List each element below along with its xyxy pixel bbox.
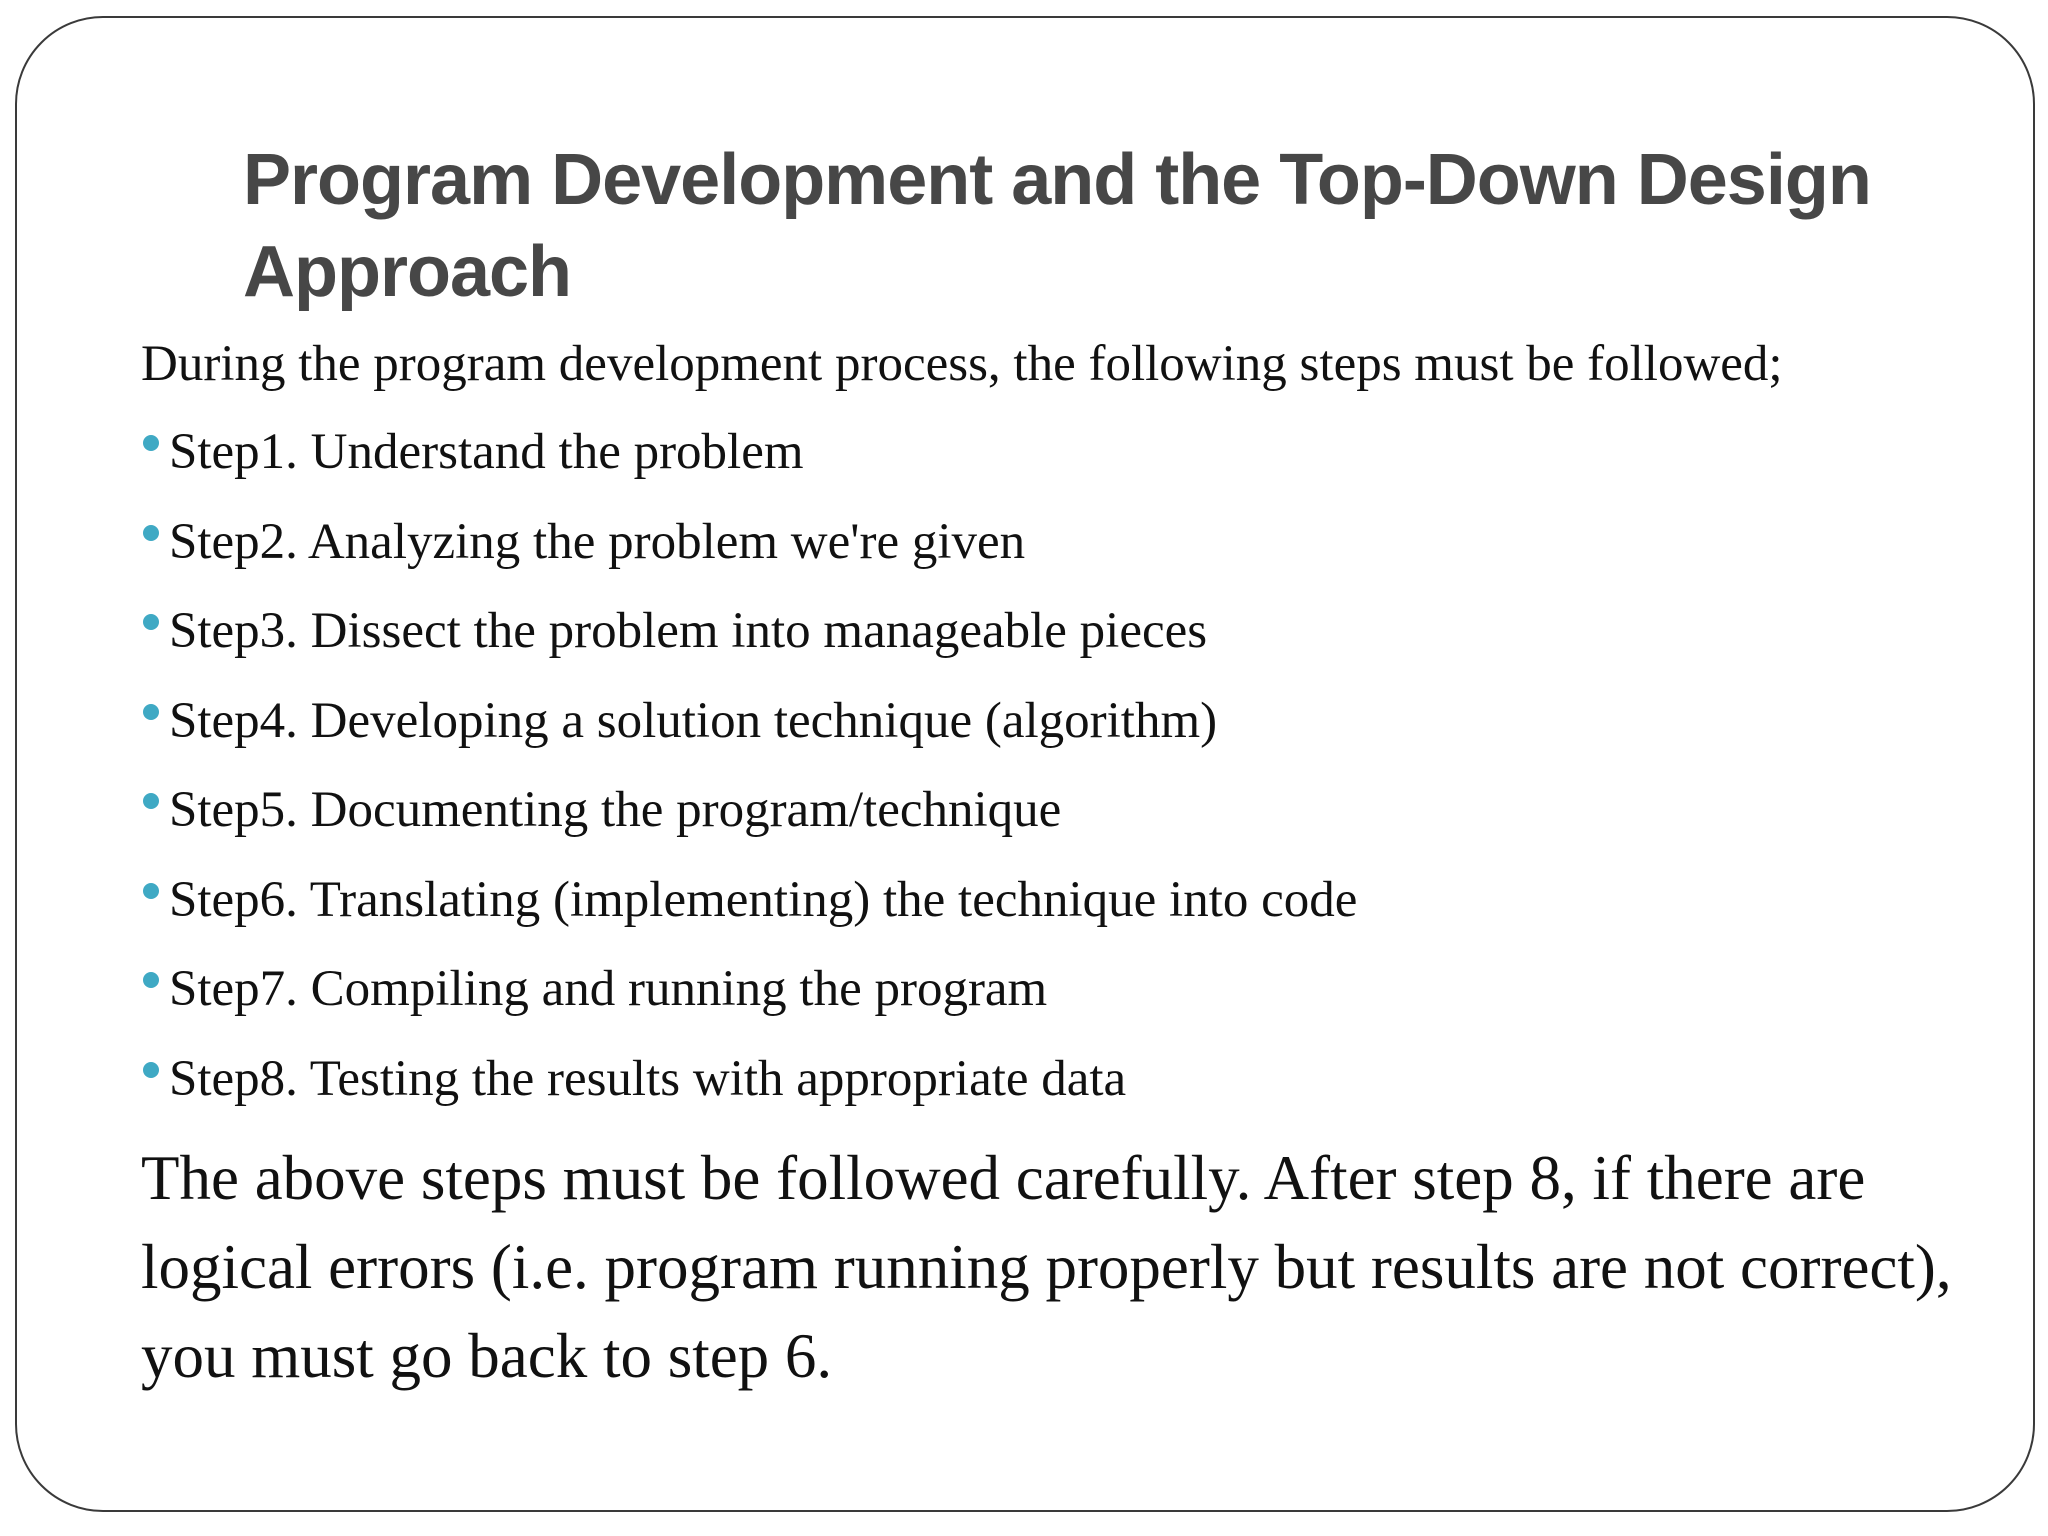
bullet-dot-icon [143, 1062, 159, 1078]
bullet-dot-icon [143, 972, 159, 988]
bullet-dot-icon [143, 883, 159, 899]
step-item-6 [141, 867, 1357, 957]
steps-list [141, 419, 1357, 1135]
step-text: Step3. Dissect the problem into manageable pieces [169, 603, 1208, 659]
step-text: Step6. Translating (implementing) the technique into code [169, 871, 1358, 928]
step-text: Step5. Documenting the program/technique [169, 782, 1062, 838]
step-item-2 [141, 509, 1357, 599]
step-item-4 [141, 688, 1357, 778]
step-text: Step1. Understand the problem [169, 424, 804, 480]
step-item-7 [141, 956, 1357, 1046]
step-text: Step2. Analyzing the problem we're given [169, 513, 1026, 570]
slide-title: Program Development and the Top-Down Design Approach [243, 140, 1871, 312]
bullet-dot-icon [143, 614, 159, 630]
step-item-3 [141, 598, 1357, 688]
bullet-dot-icon [143, 525, 159, 541]
step-text: Step7. Compiling and running the program [169, 961, 1048, 1017]
bullet-dot-icon [143, 704, 159, 720]
intro-text: During the program development process, the following steps must be followed; [141, 336, 1783, 392]
conclusion-text: The above steps must be followed carefully. After step 8, if there are logical errors (i.e. program running properly but results are not correct), you must go back to step 6. [141, 1143, 1952, 1391]
step-text: Step8. Testing the results with appropriate data [169, 1050, 1127, 1107]
bullet-dot-icon [143, 435, 159, 451]
slide-frame [15, 16, 2035, 1512]
step-item-8 [141, 1046, 1357, 1136]
step-text: Step4. Developing a solution technique (algorithm) [169, 692, 1218, 749]
step-item-1 [141, 419, 1357, 509]
bullet-dot-icon [143, 793, 159, 809]
step-item-5 [141, 777, 1357, 867]
